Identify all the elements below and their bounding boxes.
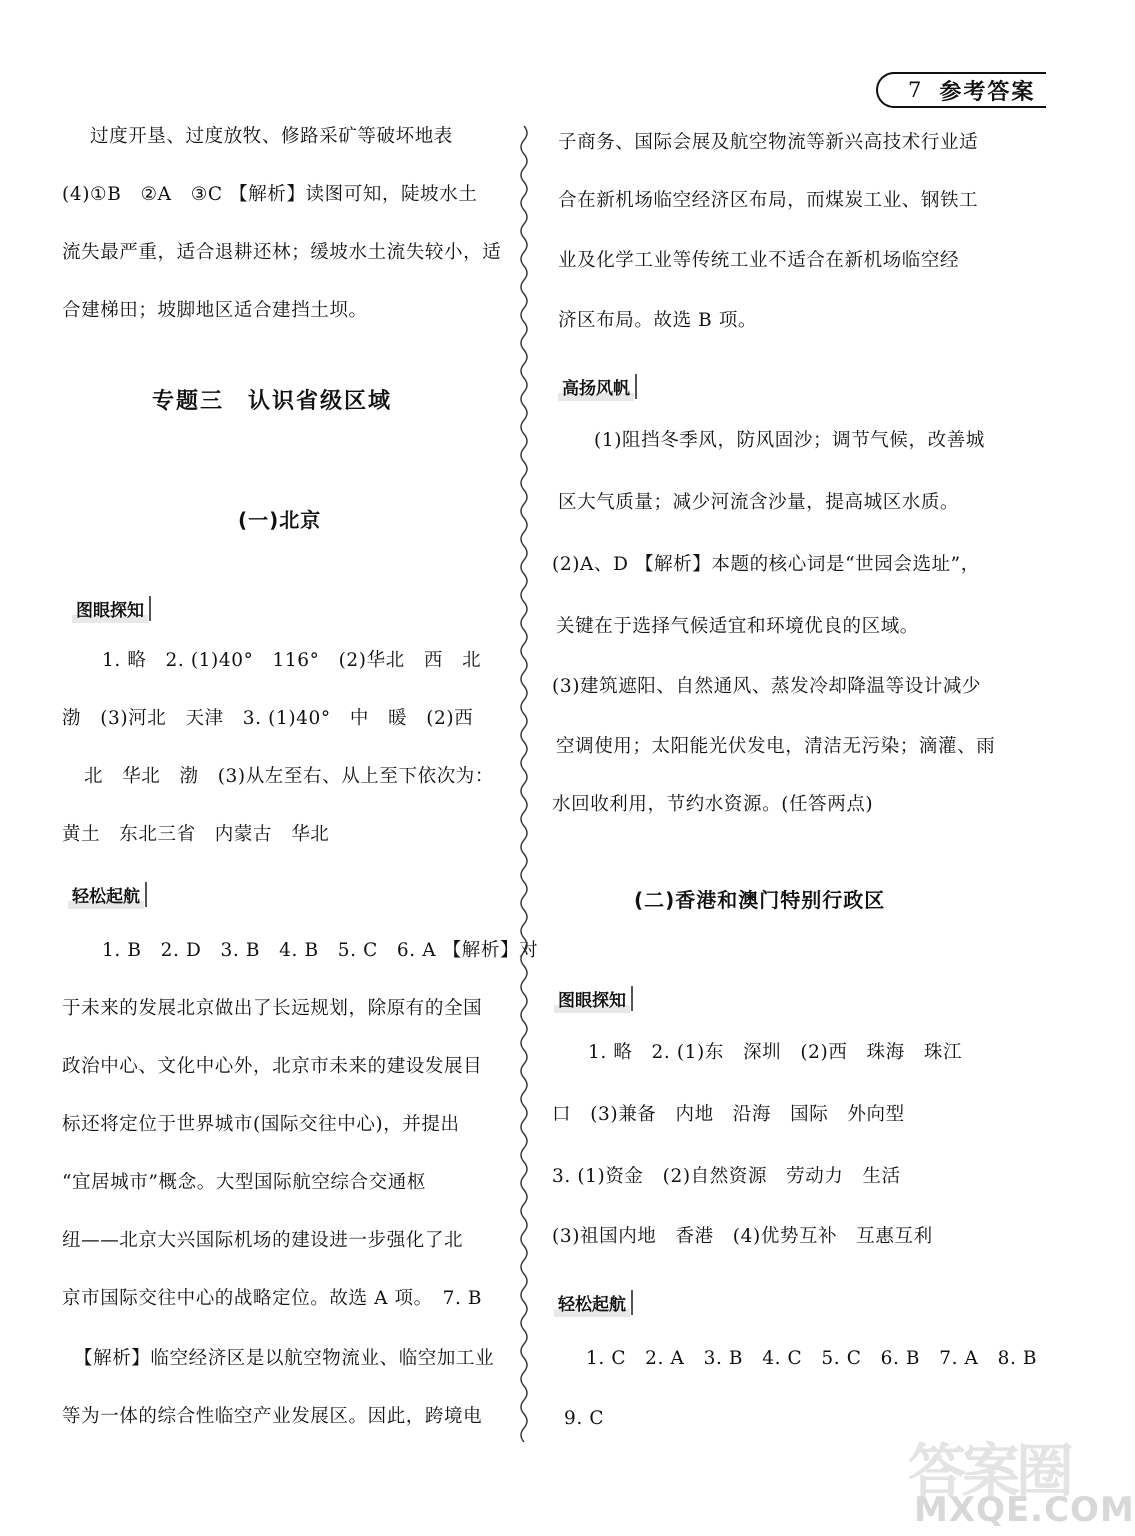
text-line: 9. C	[564, 1408, 605, 1429]
column-divider	[512, 126, 536, 1436]
text-line: 水回收利用，节约水资源。(任答两点)	[552, 794, 874, 815]
section-title: (二)香港和澳门特别行政区	[634, 888, 886, 912]
section-tag: 轻松起航	[554, 1288, 630, 1317]
section-tag: 轻松起航	[68, 880, 144, 909]
page-header-tab	[876, 72, 1046, 108]
page-number: 7	[908, 78, 922, 102]
text-line: 等为一体的综合性临空产业发展区。因此，跨境电	[62, 1406, 483, 1427]
text-line: 口 (3)兼备 内地 沿海 国际 外向型	[552, 1104, 905, 1125]
section-tag: 高扬风帆	[558, 372, 634, 401]
header-title: 参考答案	[939, 79, 1036, 105]
text-line: 1. B 2. D 3. B 4. B 5. C 6. A 【解析】对	[102, 940, 539, 961]
text-line: 【解析】临空经济区是以航空物流业、临空加工业	[74, 1348, 495, 1369]
text-line: 渤 (3)河北 天津 3. (1)40° 中 暖 (2)西	[62, 708, 474, 729]
text-line: (3)祖国内地 香港 (4)优势互补 互惠互利	[552, 1226, 933, 1247]
text-line: 过度开垦、过度放牧、修路采矿等破坏地表	[90, 126, 453, 147]
text-line: 于未来的发展北京做出了长远规划，除原有的全国	[62, 998, 483, 1019]
text-line: 政治中心、文化中心外，北京市未来的建设发展目	[62, 1056, 483, 1077]
text-line: 标还将定位于世界城市(国际交往中心)，并提出	[62, 1114, 460, 1135]
text-line: (3)建筑遮阳、自然通风、蒸发冷却降温等设计减少	[552, 676, 982, 697]
text-line: “宜居城市”概念。大型国际航空综合交通枢	[62, 1172, 426, 1193]
text-line: 黄土 东北三省 内蒙古 华北	[62, 824, 330, 845]
text-line: (4)①B ②A ③C 【解析】读图可知，陡坡水土	[62, 184, 478, 205]
text-line: 纽——北京大兴国际机场的建设进一步强化了北	[62, 1230, 464, 1251]
text-line: 合在新机场临空经济区布局，而煤炭工业、钢铁工	[558, 190, 979, 211]
text-line: 空调使用；太阳能光伏发电，清洁无污染；滴灌、雨	[556, 736, 996, 757]
text-line: (1)阻挡冬季风，防风固沙；调节气候，改善城	[594, 430, 985, 451]
text-line: 3. (1)资金 (2)自然资源 劳动力 生活	[552, 1166, 901, 1187]
text-line: 区大气质量；减少河流含沙量，提高城区水质。	[558, 492, 960, 513]
watermark-logo	[908, 1424, 1135, 1532]
text-line: 北 华北 渤 (3)从左至右、从上至下依次为：	[84, 766, 495, 787]
text-line: 京市国际交往中心的战略定位。故选 A 项。 7. B	[62, 1288, 483, 1309]
text-line: 济区布局。故选 B 项。	[558, 310, 758, 331]
section-tag: 图眼探知	[554, 984, 630, 1013]
section-title: (一)北京	[238, 508, 322, 532]
text-line: 子商务、国际会展及航空物流等新兴高技术行业适	[558, 132, 979, 153]
text-line: 1. 略 2. (1)40° 116° (2)华北 西 北	[102, 650, 482, 671]
text-line: 关键在于选择气候适宜和环境优良的区域。	[556, 616, 919, 637]
text-line: 合建梯田；坡脚地区适合建挡土坝。	[62, 300, 368, 321]
text-line: 1. 略 2. (1)东 深圳 (2)西 珠海 珠江	[588, 1042, 963, 1063]
text-line: 1. C 2. A 3. B 4. C 5. C 6. B 7. A 8. B	[586, 1348, 1038, 1369]
text-line: 流失最严重，适合退耕还林；缓坡水土流失较小，适	[62, 242, 502, 263]
watermark-mark: 答案圈	[908, 1437, 1071, 1505]
text-line: (2)A、D 【解析】本题的核心词是“世园会选址”，	[552, 554, 980, 575]
section-tag: 图眼探知	[72, 594, 148, 623]
text-line: 业及化学工业等传统工业不适合在新机场临空经	[558, 250, 960, 271]
topic-title: 专题三 认识省级区域	[152, 389, 393, 414]
watermark-url: MXQE.COM	[914, 1490, 1135, 1530]
